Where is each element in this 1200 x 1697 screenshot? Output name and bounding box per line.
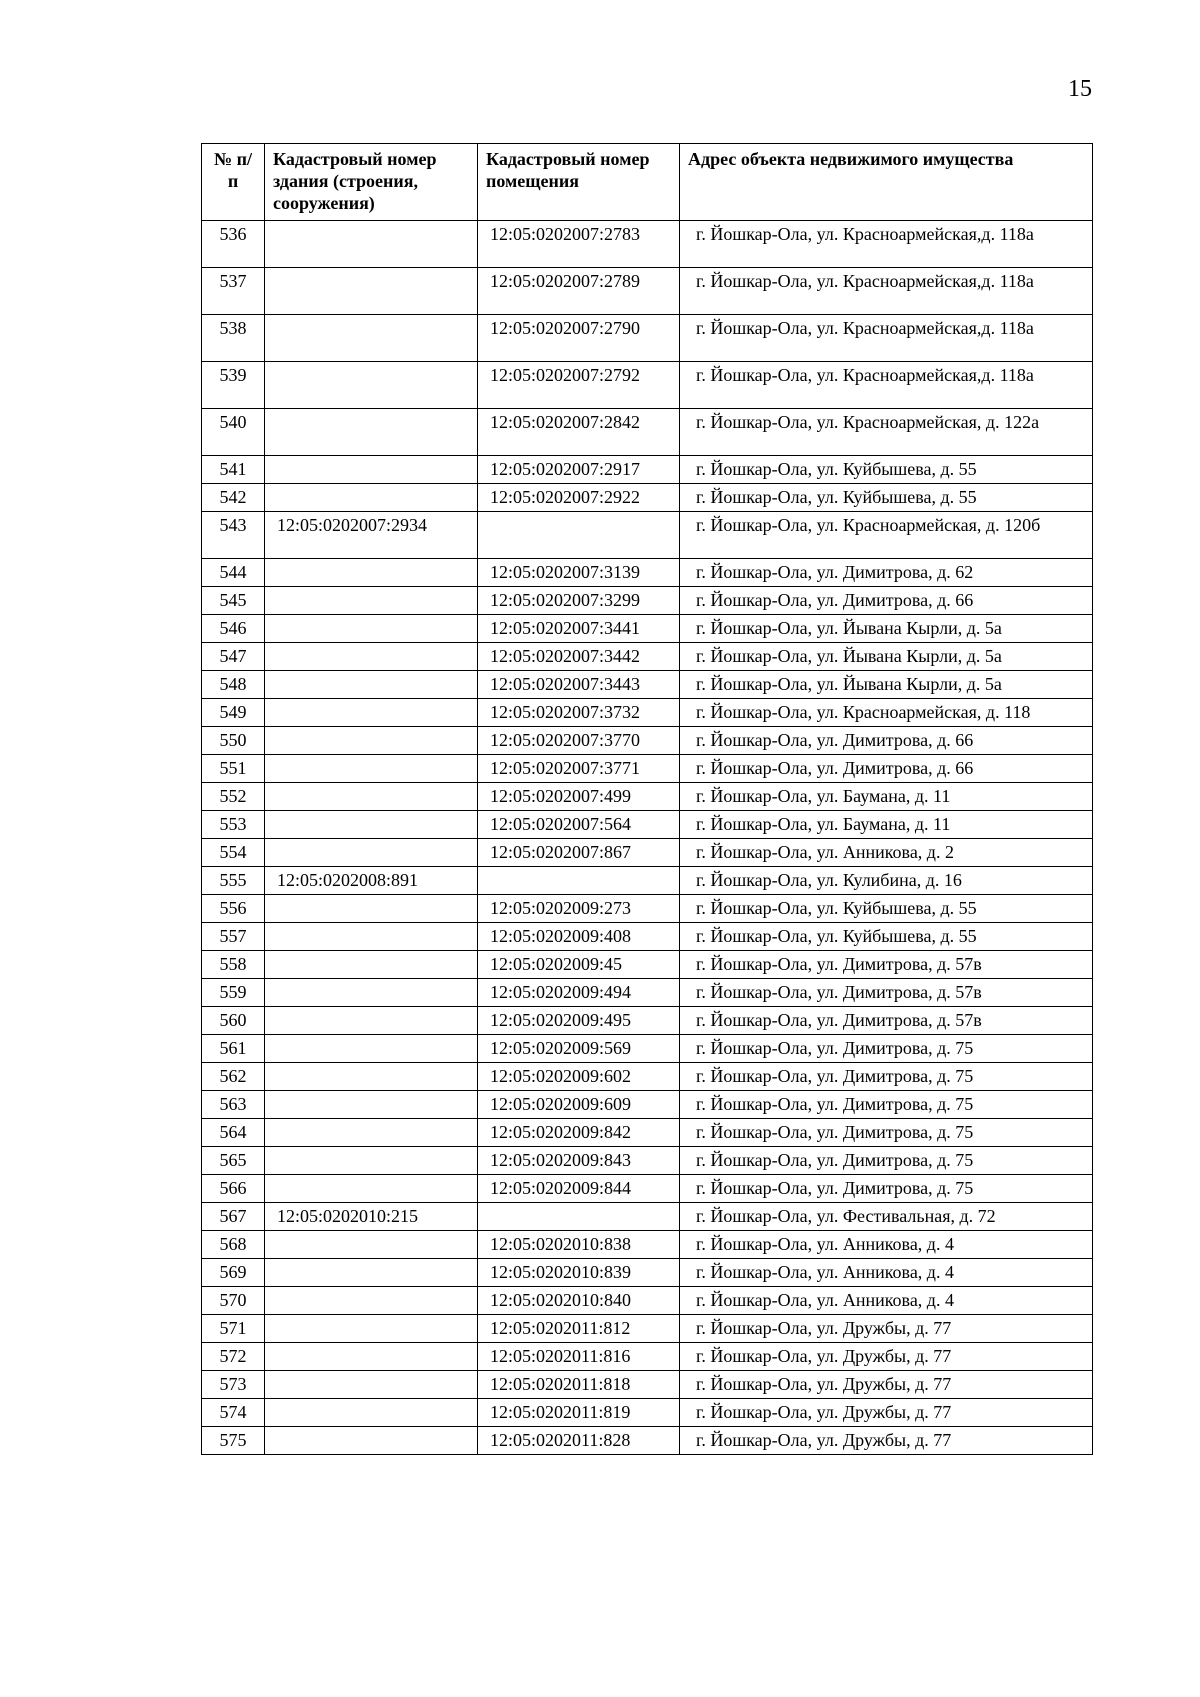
cell-room-cadastral: 12:05:0202007:867 [478,839,680,867]
cell-building-cadastral [265,315,478,362]
cell-address: г. Йошкар-Ола, ул. Красноармейская,д. 118а [680,221,1093,268]
cell-address: г. Йошкар-Ола, ул. Красноармейская, д. 118 [680,699,1093,727]
cell-address: г. Йошкар-Ола, ул. Анникова, д. 2 [680,839,1093,867]
cell-room-cadastral: 12:05:0202009:843 [478,1147,680,1175]
cell-address: г. Йошкар-Ола, ул. Куйбышева, д. 55 [680,484,1093,512]
cell-num: 559 [202,979,265,1007]
table-row [202,867,1093,895]
cell-room-cadastral: 12:05:0202009:495 [478,1007,680,1035]
cell-num: 557 [202,923,265,951]
cell-address: г. Йошкар-Ола, ул. Йывана Кырли, д. 5а [680,643,1093,671]
cell-num: 548 [202,671,265,699]
table-row [202,643,1093,671]
table-header-row [202,144,1093,221]
cell-building-cadastral [265,615,478,643]
cell-num: 536 [202,221,265,268]
cell-num: 539 [202,362,265,409]
header-num: № п/п [202,144,265,221]
cell-num: 570 [202,1287,265,1315]
cell-address: г. Йошкар-Ола, ул. Фестивальная, д. 72 [680,1203,1093,1231]
cell-address: г. Йошкар-Ола, ул. Димитрова, д. 62 [680,559,1093,587]
cell-num: 551 [202,755,265,783]
cell-num: 555 [202,867,265,895]
cell-room-cadastral [478,512,680,559]
table-row [202,484,1093,512]
cell-building-cadastral [265,1147,478,1175]
cell-building-cadastral [265,1119,478,1147]
cell-building-cadastral [265,979,478,1007]
cell-room-cadastral: 12:05:0202009:844 [478,1175,680,1203]
cell-room-cadastral: 12:05:0202009:602 [478,1063,680,1091]
cell-room-cadastral: 12:05:0202007:2792 [478,362,680,409]
table-row [202,615,1093,643]
cell-room-cadastral: 12:05:0202007:3770 [478,727,680,755]
cell-num: 556 [202,895,265,923]
cell-building-cadastral: 12:05:0202008:891 [265,867,478,895]
cell-room-cadastral: 12:05:0202011:819 [478,1399,680,1427]
cell-num: 568 [202,1231,265,1259]
cell-room-cadastral: 12:05:0202009:45 [478,951,680,979]
cell-building-cadastral [265,783,478,811]
cell-num: 549 [202,699,265,727]
cell-address: г. Йошкар-Ола, ул. Куйбышева, д. 55 [680,895,1093,923]
cell-building-cadastral [265,699,478,727]
cell-room-cadastral: 12:05:0202007:2917 [478,456,680,484]
cell-address: г. Йошкар-Ола, ул. Йывана Кырли, д. 5а [680,615,1093,643]
table-row [202,895,1093,923]
cell-building-cadastral: 12:05:0202007:2934 [265,512,478,559]
cell-room-cadastral: 12:05:0202011:812 [478,1315,680,1343]
cell-room-cadastral: 12:05:0202007:3139 [478,559,680,587]
property-table [201,143,1093,1455]
cell-address: г. Йошкар-Ола, ул. Димитрова, д. 66 [680,727,1093,755]
cell-address: г. Йошкар-Ола, ул. Дружбы, д. 77 [680,1427,1093,1455]
cell-room-cadastral: 12:05:0202011:818 [478,1371,680,1399]
table-row [202,315,1093,362]
table-row [202,811,1093,839]
cell-building-cadastral [265,1399,478,1427]
table-row [202,1343,1093,1371]
cell-room-cadastral: 12:05:0202009:569 [478,1035,680,1063]
cell-num: 546 [202,615,265,643]
cell-building-cadastral [265,643,478,671]
cell-building-cadastral [265,456,478,484]
cell-building-cadastral [265,1063,478,1091]
cell-room-cadastral: 12:05:0202007:3443 [478,671,680,699]
cell-address: г. Йошкар-Ола, ул. Анникова, д. 4 [680,1287,1093,1315]
cell-address: г. Йошкар-Ола, ул. Димитрова, д. 75 [680,1091,1093,1119]
cell-room-cadastral: 12:05:0202007:3299 [478,587,680,615]
cell-num: 575 [202,1427,265,1455]
cell-address: г. Йошкар-Ола, ул. Красноармейская, д. 122а [680,409,1093,456]
cell-address: г. Йошкар-Ола, ул. Красноармейская,д. 118а [680,315,1093,362]
cell-num: 542 [202,484,265,512]
cell-num: 543 [202,512,265,559]
table-row [202,1399,1093,1427]
cell-room-cadastral [478,1203,680,1231]
cell-address: г. Йошкар-Ола, ул. Баумана, д. 11 [680,783,1093,811]
cell-room-cadastral [478,867,680,895]
cell-building-cadastral [265,409,478,456]
cell-building-cadastral [265,1287,478,1315]
cell-building-cadastral [265,1259,478,1287]
cell-num: 550 [202,727,265,755]
table-row [202,221,1093,268]
cell-address: г. Йошкар-Ола, ул. Куйбышева, д. 55 [680,923,1093,951]
cell-num: 574 [202,1399,265,1427]
cell-building-cadastral [265,221,478,268]
cell-building-cadastral [265,559,478,587]
cell-num: 569 [202,1259,265,1287]
cell-address: г. Йошкар-Ола, ул. Димитрова, д. 57в [680,951,1093,979]
header-address: Адрес объекта недвижимого имущества [680,144,1093,221]
cell-address: г. Йошкар-Ола, ул. Кулибина, д. 16 [680,867,1093,895]
cell-num: 566 [202,1175,265,1203]
cell-building-cadastral: 12:05:0202010:215 [265,1203,478,1231]
cell-room-cadastral: 12:05:0202007:2789 [478,268,680,315]
cell-num: 564 [202,1119,265,1147]
cell-building-cadastral [265,839,478,867]
cell-address: г. Йошкар-Ола, ул. Димитрова, д. 66 [680,755,1093,783]
cell-room-cadastral: 12:05:0202009:609 [478,1091,680,1119]
cell-num: 540 [202,409,265,456]
cell-room-cadastral: 12:05:0202007:564 [478,811,680,839]
cell-address: г. Йошкар-Ола, ул. Красноармейская, д. 120б [680,512,1093,559]
cell-address: г. Йошкар-Ола, ул. Йывана Кырли, д. 5а [680,671,1093,699]
cell-building-cadastral [265,923,478,951]
table-row [202,839,1093,867]
table-row [202,512,1093,559]
table-row [202,671,1093,699]
table-row [202,1119,1093,1147]
cell-room-cadastral: 12:05:0202007:2790 [478,315,680,362]
cell-room-cadastral: 12:05:0202007:3732 [478,699,680,727]
cell-building-cadastral [265,362,478,409]
cell-building-cadastral [265,727,478,755]
cell-address: г. Йошкар-Ола, ул. Дружбы, д. 77 [680,1399,1093,1427]
table-row [202,727,1093,755]
cell-building-cadastral [265,1007,478,1035]
cell-building-cadastral [265,1091,478,1119]
cell-building-cadastral [265,1035,478,1063]
cell-room-cadastral: 12:05:0202010:840 [478,1287,680,1315]
cell-room-cadastral: 12:05:0202009:494 [478,979,680,1007]
table-row [202,1203,1093,1231]
cell-building-cadastral [265,1427,478,1455]
cell-num: 573 [202,1371,265,1399]
table-row [202,1091,1093,1119]
cell-room-cadastral: 12:05:0202011:828 [478,1427,680,1455]
cell-num: 567 [202,1203,265,1231]
table-row [202,1035,1093,1063]
cell-building-cadastral [265,671,478,699]
cell-address: г. Йошкар-Ола, ул. Дружбы, д. 77 [680,1315,1093,1343]
table-row [202,1175,1093,1203]
table-row [202,1259,1093,1287]
cell-num: 563 [202,1091,265,1119]
table-row [202,268,1093,315]
cell-address: г. Йошкар-Ола, ул. Димитрова, д. 75 [680,1147,1093,1175]
cell-room-cadastral: 12:05:0202007:499 [478,783,680,811]
cell-address: г. Йошкар-Ола, ул. Куйбышева, д. 55 [680,456,1093,484]
cell-building-cadastral [265,895,478,923]
cell-address: г. Йошкар-Ола, ул. Баумана, д. 11 [680,811,1093,839]
cell-room-cadastral: 12:05:0202007:2783 [478,221,680,268]
cell-address: г. Йошкар-Ола, ул. Красноармейская,д. 118а [680,268,1093,315]
cell-building-cadastral [265,484,478,512]
cell-address: г. Йошкар-Ола, ул. Анникова, д. 4 [680,1259,1093,1287]
table-row [202,1147,1093,1175]
header-building-cadastral: Кадастровый номер здания (строения, сооружения) [265,144,478,221]
cell-num: 552 [202,783,265,811]
table-row [202,1371,1093,1399]
cell-num: 537 [202,268,265,315]
cell-num: 554 [202,839,265,867]
table-row [202,979,1093,1007]
cell-num: 558 [202,951,265,979]
cell-address: г. Йошкар-Ола, ул. Димитрова, д. 75 [680,1175,1093,1203]
cell-building-cadastral [265,755,478,783]
cell-building-cadastral [265,1175,478,1203]
table-row [202,409,1093,456]
table-row [202,1007,1093,1035]
table-row [202,559,1093,587]
cell-num: 572 [202,1343,265,1371]
cell-num: 562 [202,1063,265,1091]
table-row [202,951,1093,979]
header-room-cadastral: Кадастровый номер помещения [478,144,680,221]
cell-num: 561 [202,1035,265,1063]
cell-room-cadastral: 12:05:0202009:842 [478,1119,680,1147]
table-row [202,923,1093,951]
cell-address: г. Йошкар-Ола, ул. Дружбы, д. 77 [680,1343,1093,1371]
cell-room-cadastral: 12:05:0202011:816 [478,1343,680,1371]
table-row [202,1231,1093,1259]
cell-room-cadastral: 12:05:0202010:838 [478,1231,680,1259]
table-row [202,362,1093,409]
cell-room-cadastral: 12:05:0202009:273 [478,895,680,923]
cell-building-cadastral [265,1315,478,1343]
cell-address: г. Йошкар-Ола, ул. Дружбы, д. 77 [680,1371,1093,1399]
cell-building-cadastral [265,1371,478,1399]
table-row [202,1063,1093,1091]
cell-num: 547 [202,643,265,671]
cell-address: г. Йошкар-Ола, ул. Анникова, д. 4 [680,1231,1093,1259]
cell-num: 565 [202,1147,265,1175]
cell-room-cadastral: 12:05:0202009:408 [478,923,680,951]
cell-room-cadastral: 12:05:0202007:3441 [478,615,680,643]
cell-building-cadastral [265,951,478,979]
cell-num: 545 [202,587,265,615]
cell-room-cadastral: 12:05:0202007:3442 [478,643,680,671]
cell-num: 560 [202,1007,265,1035]
cell-room-cadastral: 12:05:0202007:2842 [478,409,680,456]
cell-building-cadastral [265,811,478,839]
table-row [202,1427,1093,1455]
table-body [202,221,1093,1455]
cell-address: г. Йошкар-Ола, ул. Димитрова, д. 75 [680,1119,1093,1147]
cell-num: 544 [202,559,265,587]
cell-num: 571 [202,1315,265,1343]
cell-num: 538 [202,315,265,362]
cell-address: г. Йошкар-Ола, ул. Димитрова, д. 75 [680,1063,1093,1091]
cell-room-cadastral: 12:05:0202007:3771 [478,755,680,783]
cell-address: г. Йошкар-Ола, ул. Красноармейская,д. 118а [680,362,1093,409]
cell-building-cadastral [265,1343,478,1371]
page-number: 15 [1068,76,1092,102]
table-row [202,783,1093,811]
cell-building-cadastral [265,1231,478,1259]
cell-building-cadastral [265,587,478,615]
cell-num: 541 [202,456,265,484]
table-row [202,755,1093,783]
table-row [202,1315,1093,1343]
cell-room-cadastral: 12:05:0202010:839 [478,1259,680,1287]
cell-address: г. Йошкар-Ола, ул. Димитрова, д. 57в [680,1007,1093,1035]
table-row [202,456,1093,484]
table-row [202,1287,1093,1315]
table-row [202,587,1093,615]
cell-room-cadastral: 12:05:0202007:2922 [478,484,680,512]
cell-building-cadastral [265,268,478,315]
table-row [202,699,1093,727]
cell-num: 553 [202,811,265,839]
cell-address: г. Йошкар-Ола, ул. Димитрова, д. 57в [680,979,1093,1007]
cell-address: г. Йошкар-Ола, ул. Димитрова, д. 66 [680,587,1093,615]
cell-address: г. Йошкар-Ола, ул. Димитрова, д. 75 [680,1035,1093,1063]
